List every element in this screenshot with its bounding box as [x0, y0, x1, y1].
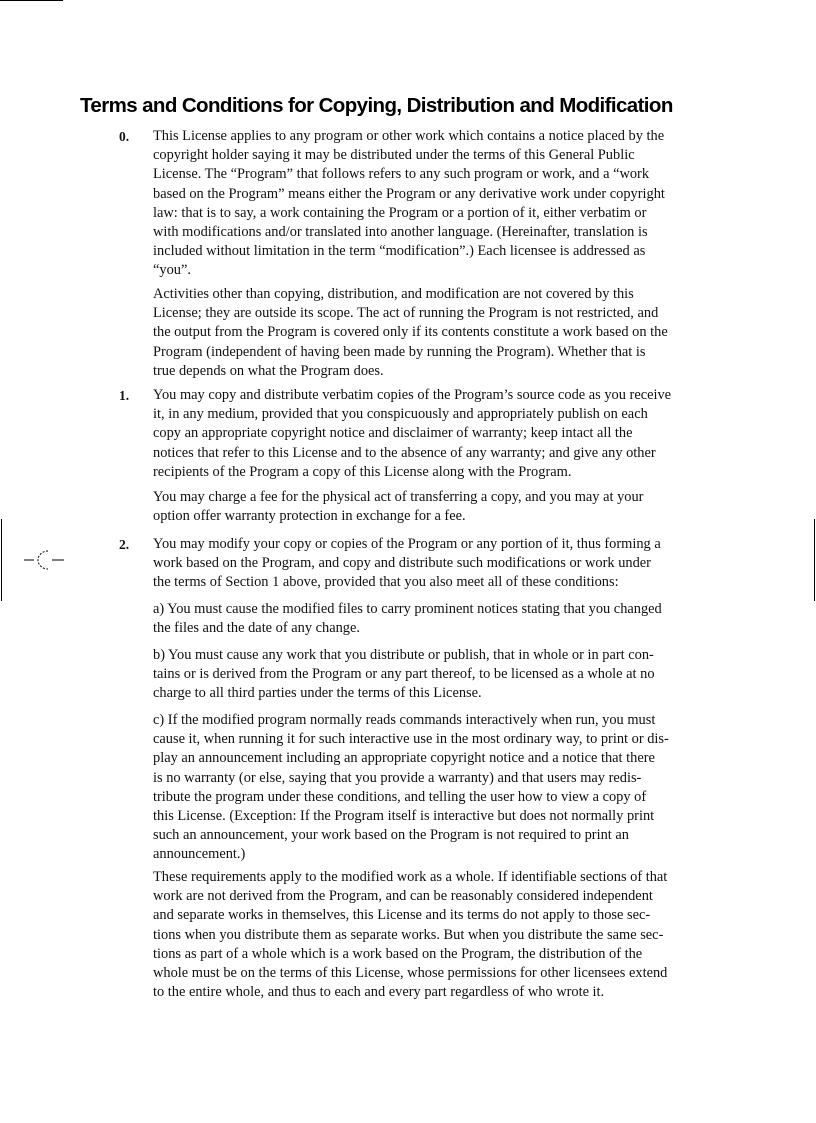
text-line: License; they are outside its scope. The act of running the Program is not restricted, and [153, 305, 659, 322]
text-line: License. The “Program” that follows refers to any such program or work, and a “work [153, 166, 650, 183]
text-line: a) You must cause the modified files to carry prominent notices stating that you changed [153, 601, 662, 617]
text-line: with modifications and/or translated into another language. (Hereinafter, translation is [153, 224, 648, 241]
paragraph-fee [153, 488, 706, 526]
text-line: included without limitation in the term “modification”.) Each licensee is addressed as [153, 243, 646, 260]
paragraph-condition-a [153, 600, 706, 638]
margin-rule-right [814, 519, 815, 601]
text-line: You may charge a fee for the physical act of transferring a copy, and you may at your [153, 489, 644, 505]
paragraph-condition-b [153, 646, 706, 704]
text-line: tions as part of a whole which is a work based on the Program, the distribution of the [153, 945, 643, 962]
text-line: This License applies to any program or other work which contains a notice placed by the [153, 128, 665, 144]
text-line: work based on the Program, and copy and distribute such modifications or work under [153, 555, 651, 572]
text-line: tribute the program under these conditions, and telling the user how to view a copy of [153, 788, 647, 805]
text-line: copyright holder saying it may be distributed under the terms of this General Public [153, 147, 635, 164]
text-line: play an announcement including an appropriate copyright notice and a notice that there [153, 750, 655, 767]
text-line: is no warranty (or else, saying that you provide a warranty) and that users may redis- [153, 769, 642, 786]
text-line: Program (independent of having been made by running the Program). Whether that is [153, 343, 646, 360]
text-line: charge to all third parties under the terms of this License. [153, 685, 482, 702]
text-line: copy an appropriate copyright notice and disclaimer of warranty; keep intact all the [153, 425, 633, 442]
text-line: based on the Program” means either the Program or any derivative work under copyright [153, 185, 665, 202]
text-line: the terms of Section 1 above, provided that you also meet all of these conditions: [153, 574, 619, 591]
paragraph-condition-c [153, 711, 706, 865]
registration-mark-icon [22, 547, 66, 573]
text-line: Activities other than copying, distribution, and modification are not covered by this [153, 286, 634, 302]
text-line: this License. (Exception: If the Program itself is interactive but does not normally print [153, 808, 655, 825]
text-line: such an announcement, your work based on the Program is not required to print an [153, 827, 629, 844]
text-line: and separate works in themselves, this License and its terms do not apply to those sec- [153, 907, 651, 924]
text-line: to the entire whole, and thus to each and every part regardless of who wrote it. [153, 984, 605, 1001]
section-heading: Terms and Conditions for Copying, Distribution and Modification [80, 94, 673, 117]
text-line: whole must be on the terms of this License, whose permissions for other licensees extend [153, 965, 668, 982]
item-number-1: 1. [119, 388, 130, 403]
text-line: the output from the Program is covered only if its contents constitute a work based on the [153, 324, 668, 341]
text-line: work are not derived from the Program, and can be reasonably considered independent [153, 888, 653, 905]
paragraph-item-1 [153, 386, 706, 482]
text-line: the files and the date of any change. [153, 620, 360, 637]
text-line: tains or is derived from the Program or any part thereof, to be licensed as a whole at no [153, 666, 655, 683]
text-line: recipients of the Program a copy of this License along with the Program. [153, 463, 572, 480]
margin-rule-left [1, 519, 2, 601]
text-line: law: that is to say, a work containing the Program or a portion of it, either verbatim or [153, 204, 647, 221]
paragraph-activities [153, 285, 706, 381]
text-line: You may copy and distribute verbatim copies of the Program’s source code as you receive [153, 387, 672, 403]
item-number-0: 0. [119, 129, 130, 144]
text-line: “you”. [153, 262, 191, 279]
paragraph-requirements [153, 868, 706, 1002]
text-line: b) You must cause any work that you distribute or publish, that in whole or in part con- [153, 647, 654, 663]
text-line: You may modify your copy or copies of the Program or any portion of it, thus forming a [153, 536, 661, 552]
crop-mark-top [0, 0, 63, 1]
text-line: announcement.) [153, 846, 246, 863]
text-line: These requirements apply to the modified work as a whole. If identifiable sections of that [153, 869, 668, 885]
text-line: option offer warranty protection in exchange for a fee. [153, 508, 466, 525]
text-line: true depends on what the Program does. [153, 362, 384, 379]
text-line: cause it, when running it for such interactive use in the most ordinary way, to print or dis- [153, 731, 669, 748]
item-number-2: 2. [119, 537, 130, 552]
text-line: it, in any medium, provided that you conspicuously and appropriately publish on each [153, 406, 648, 423]
text-line: notices that refer to this License and to the absence of any warranty; and give any other [153, 444, 656, 461]
text-line: tions when you distribute them as separate works. But when you distribute the same sec- [153, 926, 664, 943]
text-line: c) If the modified program normally reads commands interactively when run, you must [153, 712, 656, 728]
paragraph-item-0 [153, 127, 706, 281]
paragraph-item-2 [153, 535, 706, 593]
